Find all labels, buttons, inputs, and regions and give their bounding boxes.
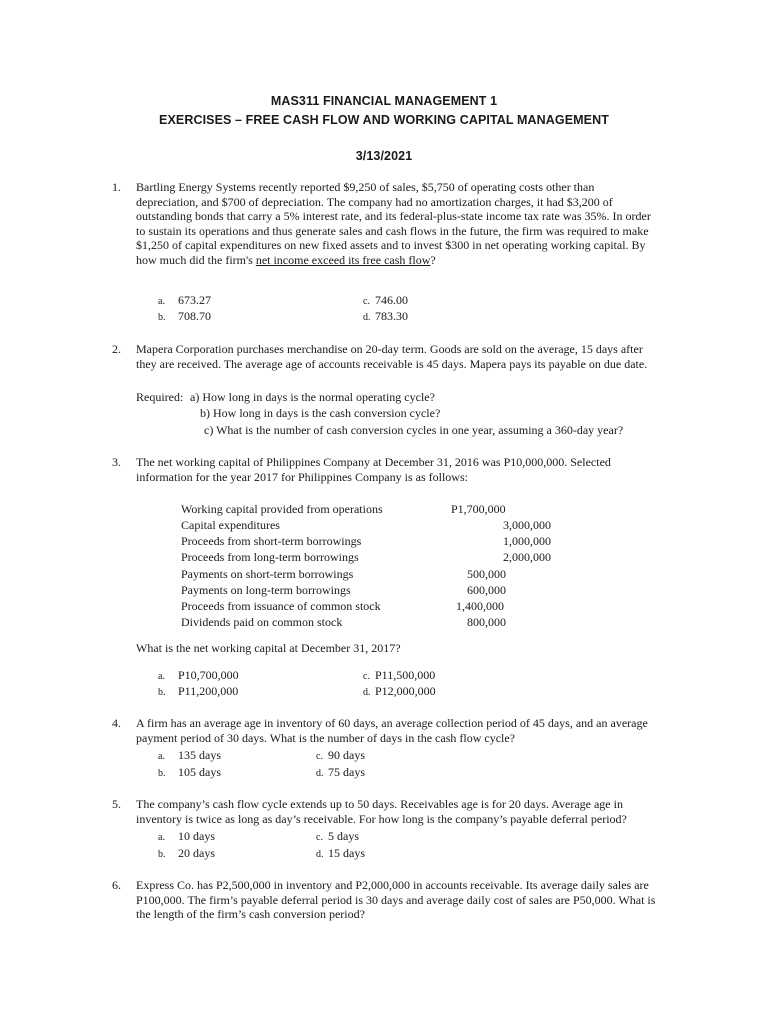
question-text: The company’s cash flow cycle extends up to 50 days. Receivables age is for 20 days. Average age in inventory is twice as long as day’s receivable. For how long is the company’s payable deferral period? xyxy=(136,797,627,826)
question-number: 3. xyxy=(112,455,121,469)
option-d: d. 15 days xyxy=(316,846,365,860)
question-4 xyxy=(112,716,657,745)
question-text: A firm has an average age in inventory of 60 days, an average collection period of 45 days, and an average payment period of 30 days. What is the number of days in the cash flow cycle? xyxy=(136,716,648,745)
option-d: d. 783.30 xyxy=(363,309,408,323)
option-d: d. P12,000,000 xyxy=(363,684,436,698)
required-a: a) How long in days is the normal operating cycle? xyxy=(190,390,435,404)
option-a: a. 135 days xyxy=(158,748,221,762)
required-label: Required: xyxy=(136,390,184,404)
question-text: Express Co. has P2,500,000 in inventory and P2,000,000 in accounts receivable. Its average daily sales are P100,000. The firm’s payable deferral period is 30 days and average daily cost of sales are P50,000. What is the length of the firm’s cash conversion period? xyxy=(136,878,656,922)
question-number: 2. xyxy=(112,342,121,356)
question-2 xyxy=(112,342,657,371)
option-a: a. 10 days xyxy=(158,829,215,843)
option-a: a. P10,700,000 xyxy=(158,668,239,682)
exercise-topic: EXERCISES – FREE CASH FLOW AND WORKING CAPITAL MANAGEMENT xyxy=(159,113,609,127)
course-title: MAS311 FINANCIAL MANAGEMENT 1 xyxy=(270,94,498,108)
question-number: 5. xyxy=(112,797,121,811)
required-b: b) How long in days is the cash conversion cycle? xyxy=(200,406,441,420)
underlined-phrase: net income exceed its free cash flow xyxy=(255,252,431,267)
option-d: d. 75 days xyxy=(316,765,365,779)
option-b: b. 708.70 xyxy=(158,309,211,323)
option-c: c. 90 days xyxy=(316,748,365,762)
option-c: c. 746.00 xyxy=(363,293,408,307)
question-1 xyxy=(112,180,657,268)
question-number: 4. xyxy=(112,716,121,730)
question-5 xyxy=(112,797,657,826)
question-number: 1. xyxy=(112,180,121,194)
question-3 xyxy=(112,455,657,484)
option-c: c. P11,500,000 xyxy=(363,668,436,682)
question-text: The net working capital of Philippines Company at December 31, 2016 was P10,000,000. Selected information for the year 2017 for Philippines Company is as follows: xyxy=(136,455,611,484)
question-6 xyxy=(112,878,657,922)
question-number: 6. xyxy=(112,878,121,892)
option-b: b. 105 days xyxy=(158,765,221,779)
option-b: b. 20 days xyxy=(158,846,215,860)
question-3-prompt: What is the net working capital at December 31, 2017? xyxy=(136,641,401,655)
question-text: Mapera Corporation purchases merchandise on 20-day term. Goods are sold on the average, 15 days after they are received. The average age of accounts receivable is 45 days. Mapera pays its payable on due date. xyxy=(136,342,648,371)
option-c: c. 5 days xyxy=(316,829,359,843)
option-b: b. P11,200,000 xyxy=(158,684,239,698)
required-c: c) What is the number of cash conversion cycles in one year, assuming a 360-day year? xyxy=(204,423,624,437)
option-a: a. 673.27 xyxy=(158,293,211,307)
exercise-date: 3/13/2021 xyxy=(355,149,413,163)
question-text: Bartling Energy Systems recently reported $9,250 of sales, $5,750 of operating costs other than depreciation, and $700 of depreciation. The company had no amortization charges, it had $3,200 of outstanding bonds that carry a 5% interest rate, and its federal-plus-state income tax rate was 35%. In order to sustain its operations and thus generate sales and cash flows in the future, the firm was required to make $1,250 of capital expenditures on new fixed assets and to invest $300 in net operating working capital. By how much did the firm's net income exceed its free cash flow? xyxy=(136,180,651,267)
